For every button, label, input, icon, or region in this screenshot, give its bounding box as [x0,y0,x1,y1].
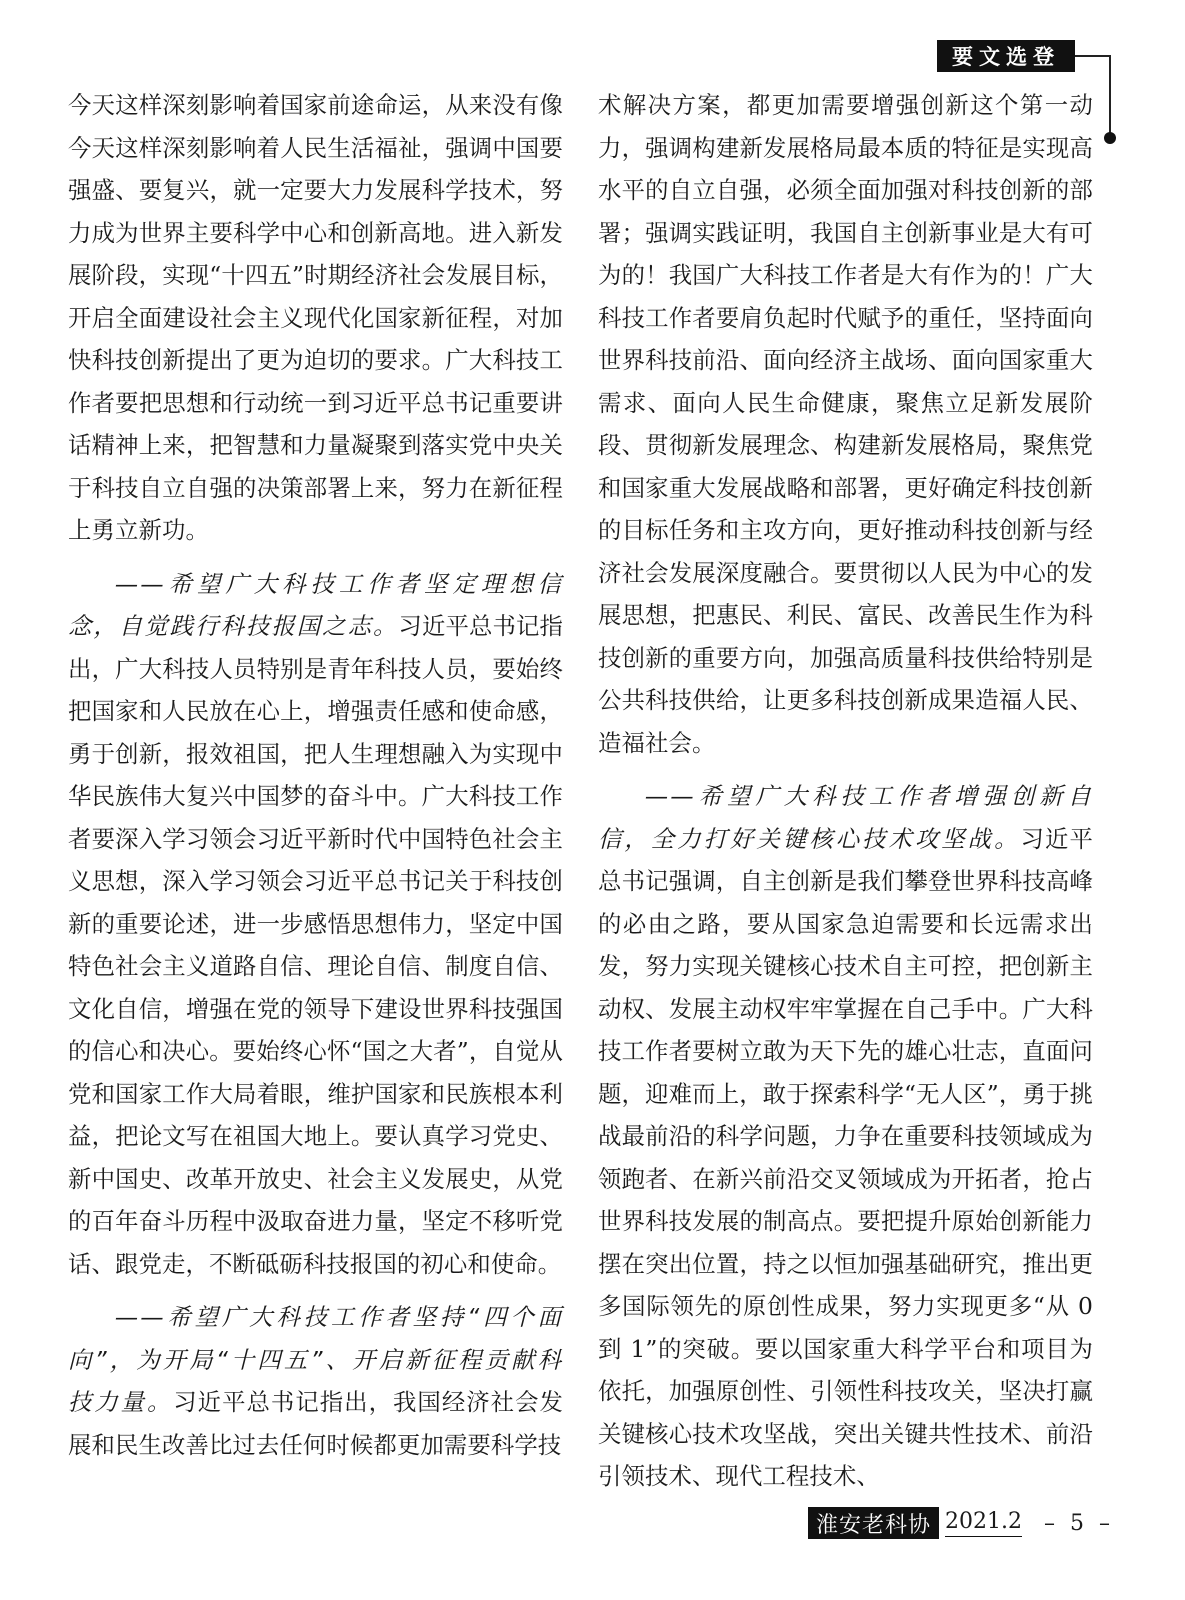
right-column [598,84,1093,1498]
left-paragraph-2-lead: ——希望广大科技工作者坚定理想信念，自觉践行科技报国之志。 [68,569,563,640]
left-paragraph-3 [68,1296,563,1466]
page-footer [808,1507,1114,1539]
left-paragraph-3-lead: ——希望广大科技工作者坚持“四个面向”，为开局“十四五”、开启新征程贡献科技力量。 [68,1303,563,1416]
page-number: – 5 – [1044,1510,1114,1536]
tag-connector-dot [1104,132,1116,144]
journal-name: 淮安老科协 [808,1507,939,1539]
left-paragraph-2 [68,563,563,1286]
left-paragraph-3-body: 习近平总书记指出，我国经济社会发展和民生改善比过去任何时候都更加需要科学技 [68,1388,563,1459]
right-paragraph-2 [598,775,1093,1498]
left-column [68,84,563,1466]
left-paragraph-1: 今天这样深刻影响着国家前途命运，从来没有像今天这样深刻影响着人民生活福祉，强调中国要强盛、要复兴，就一定要大力发展科学技术，努力成为世界主要科学中心和创新高地。进入新发展阶段，实现“十四五”时期经济社会发展目标，开启全面建设社会主义现代化国家新征程，对加快科技创新提出了更为迫切的要求。广大科技工作者要把思想和行动统一到习近平总书记重要讲话精神上来，把智慧和力量凝聚到落实党中央关于科技自立自强的决策部署上来，努力在新征程上勇立新功。 [68,91,563,544]
right-paragraph-1: 术解决方案，都更加需要增强创新这个第一动力，强调构建新发展格局最本质的特征是实现高水平的自立自强，必须全面加强对科技创新的部署；强调实践证明，我国自主创新事业是大有可为的！我国广大科技工作者是大有作为的！广大科技工作者要肩负起时代赋予的重任，坚持面向世界科技前沿、面向经济主战场、面向国家重大需求、面向人民生命健康，聚焦立足新发展阶段、贯彻新发展理念、构建新发展格局，聚焦党和国家重大发展战略和部署，更好确定科技创新的目标任务和主攻方向，更好推动科技创新与经济社会发展深度融合。要贯彻以人民为中心的发展思想，把惠民、利民、富民、改善民生作为科技创新的重要方向，加强高质量科技供给特别是公共科技供给，让更多科技创新成果造福人民、造福社会。 [598,91,1093,757]
right-paragraph-2-body: 习近平总书记强调，自主创新是我们攀登世界科技高峰的必由之路，要从国家急迫需要和长远需求出发，努力实现关键核心技术自主可控，把创新主动权、发展主动权牢牢掌握在自己手中。广大科技工作者要树立敢为天下先的雄心壮志，直面问题，迎难而上，敢于探索科学“无人区”，勇于挑战最前沿的科学问题，力争在重要科技领域成为领跑者、在新兴前沿交叉领域成为开拓者，抢占世界科技发展的制高点。要把提升原始创新能力摆在突出位置，持之以恒加强基础研究，推出更多国际领先的原创性成果，努力实现更多“从 0 到 1”的突破。要以国家重大科学平台和项目为依托，加强原创性、引领性科技攻关，坚决打赢关键核心技术攻坚战，突出关键共性技术、前沿引领技术、现代工程技术、 [598,824,1094,1490]
tag-connector-horizontal [1075,55,1110,57]
section-tag: 要文选登 [937,40,1075,72]
left-paragraph-2-body: 习近平总书记指出，广大科技人员特别是青年科技人员，要始终把国家和人民放在心上，增强责任感和使命感，勇于创新，报效祖国，把人生理想融入为实现中华民族伟大复兴中国梦的奋斗中。广大科技工作者要深入学习领会习近平新时代中国特色社会主义思想，深入学习领会习近平总书记关于科技创新的重要论述，进一步感悟思想伟力，坚定中国特色社会主义道路自信、理论自信、制度自信、文化自信，增强在党的领导下建设世界科技强国的信心和决心。要始终心怀“国之大者”，自觉从党和国家工作大局着眼，维护国家和民族根本利益，把论文写在祖国大地上。要认真学习党史、新中国史、改革开放史、社会主义发展史，从党的百年奋斗历程中汲取奋进力量，坚定不移听党话、跟党走，不断砥砺科技报国的初心和使命。 [68,612,564,1278]
issue-number: 2021.2 [945,1509,1022,1537]
right-paragraph-2-lead: ——希望广大科技工作者增强创新自信，全力打好关键核心技术攻坚战。 [598,782,1093,853]
tag-connector-vertical [1109,55,1111,135]
